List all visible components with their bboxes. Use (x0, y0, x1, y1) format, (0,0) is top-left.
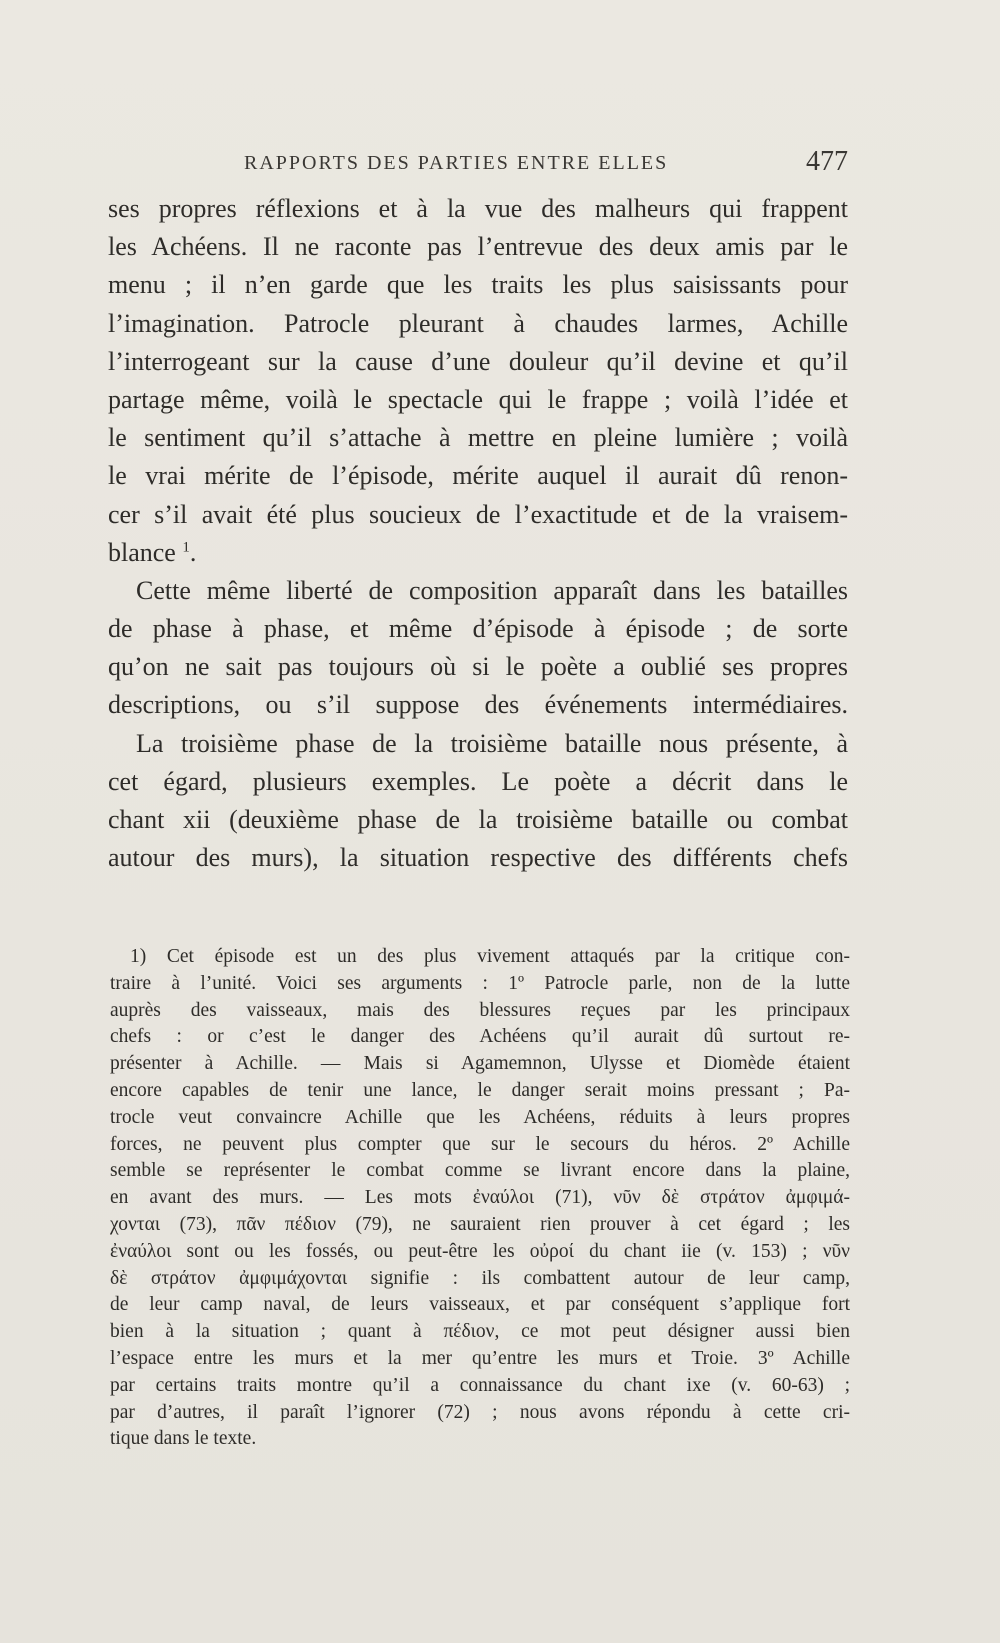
body-text (108, 190, 848, 877)
body-line: ses propres réflexions et à la vue des malheurs qui frappent (108, 194, 848, 223)
footnote-line: en avant des murs. — Les mots ἐναύλοι (71), νῦν δὲ στράτον ἀμφιμά- (110, 1187, 850, 1209)
body-line: le vrai mérite de l’épisode, mérite auquel il aurait dû renon- (108, 461, 848, 491)
body-line: l’interrogeant sur la cause d’une douleur qu’il devine et qu’il (108, 346, 848, 376)
body-line: de phase à phase, et même d’épisode à épisode ; de sorte (108, 614, 848, 644)
body-line: La troisième phase de la troisième bataille nous présente, à (136, 728, 848, 758)
body-line-text: blance (108, 537, 176, 567)
body-line: les Achéens. Il ne raconte pas l’entrevue des deux amis par le (108, 232, 848, 262)
body-line-with-note-ref (108, 534, 848, 572)
page-number: 477 (806, 146, 848, 177)
footnotes (110, 944, 850, 1453)
body-line: cet égard, plusieurs exemples. Le poète a décrit dans le (108, 766, 848, 796)
footnote-reference: 1 (182, 539, 190, 556)
footnote-line: χονται (73), πᾶν πέδιον (79), ne sauraient rien prouver à cet égard ; les (110, 1213, 850, 1235)
footnote-line: par d’autres, il paraît l’ignorer (72) ; nous avons répondu à cette cri- (110, 1401, 850, 1423)
footnote-line: par certains traits montre qu’il a connaissance du chant ixe (v. 60-63) ; (110, 1374, 850, 1396)
body-line: le sentiment qu’il s’attache à mettre en pleine lumière ; voilà (108, 423, 848, 453)
running-title: RAPPORTS DES PARTIES ENTRE ELLES (244, 152, 669, 174)
footnote-line: auprès des vaisseaux, mais des blessures reçues par les principaux (110, 999, 850, 1021)
body-line: autour des murs), la situation respective des différents chefs (108, 843, 848, 873)
body-line: Cette même liberté de composition apparaît dans les batailles (136, 575, 848, 605)
footnote-line: présenter à Achille. — Mais si Agamemnon, Ulysse et Diomède étaient (110, 1053, 850, 1075)
footnote-line: ἐναύλοι sont ou les fossés, ou peut-être les οὐροί du chant iie (v. 153) ; νῦν (110, 1240, 850, 1262)
footnote-line: bien à la situation ; quant à πέδιον, ce mot peut désigner aussi bien (110, 1321, 850, 1343)
footnote-line: δὲ στράτον ἀμφιμάχονται signifie : ils combattent autour de leur camp, (110, 1267, 850, 1289)
footnote-line: forces, ne peuvent plus compter que sur le secours du héros. 2º Achille (110, 1133, 850, 1155)
body-line-punctuation: . (189, 537, 197, 567)
body-line: menu ; il n’en garde que les traits les plus saisissants pour (108, 270, 848, 300)
footnote-line: encore capables de tenir une lance, le danger serait moins pressant ; Pa- (110, 1079, 850, 1101)
body-line: l’imagination. Patrocle pleurant à chaudes larmes, Achille (108, 308, 848, 338)
footnote-line: trocle veut convaincre Achille que les Achéens, réduits à leurs propres (110, 1106, 850, 1128)
footnote-line: tique dans le texte. (110, 1428, 257, 1450)
footnote-line: traire à l’unité. Voici ses arguments : 1º Patrocle parle, non de la lutte (110, 972, 850, 994)
body-line: chant xii (deuxième phase de la troisième bataille ou combat (108, 805, 848, 834)
body-line: descriptions, ou s’il suppose des événements intermédiaires. (108, 690, 848, 720)
running-head (108, 146, 848, 186)
footnote-line: semble se représenter le combat comme se livrant encore dans la plaine, (110, 1160, 850, 1182)
footnote-line: 1) Cet épisode est un des plus vivement attaqués par la critique con- (130, 946, 850, 967)
footnote-line: chefs : or c’est le danger des Achéens qu’il aurait dû surtout re- (110, 1026, 850, 1048)
footnote-line: de leur camp naval, de leurs vaisseaux, et par conséquent s’applique fort (110, 1294, 850, 1316)
body-line: qu’on ne sait pas toujours où si le poète a oublié ses propres (108, 652, 848, 682)
body-line: cer s’il avait été plus soucieux de l’exactitude et de la vraisem- (108, 499, 848, 529)
footnote-line: l’espace entre les murs et la mer qu’entre les murs et Troie. 3º Achille (110, 1347, 850, 1369)
body-line: partage même, voilà le spectacle qui le frappe ; voilà l’idée et (108, 384, 848, 414)
